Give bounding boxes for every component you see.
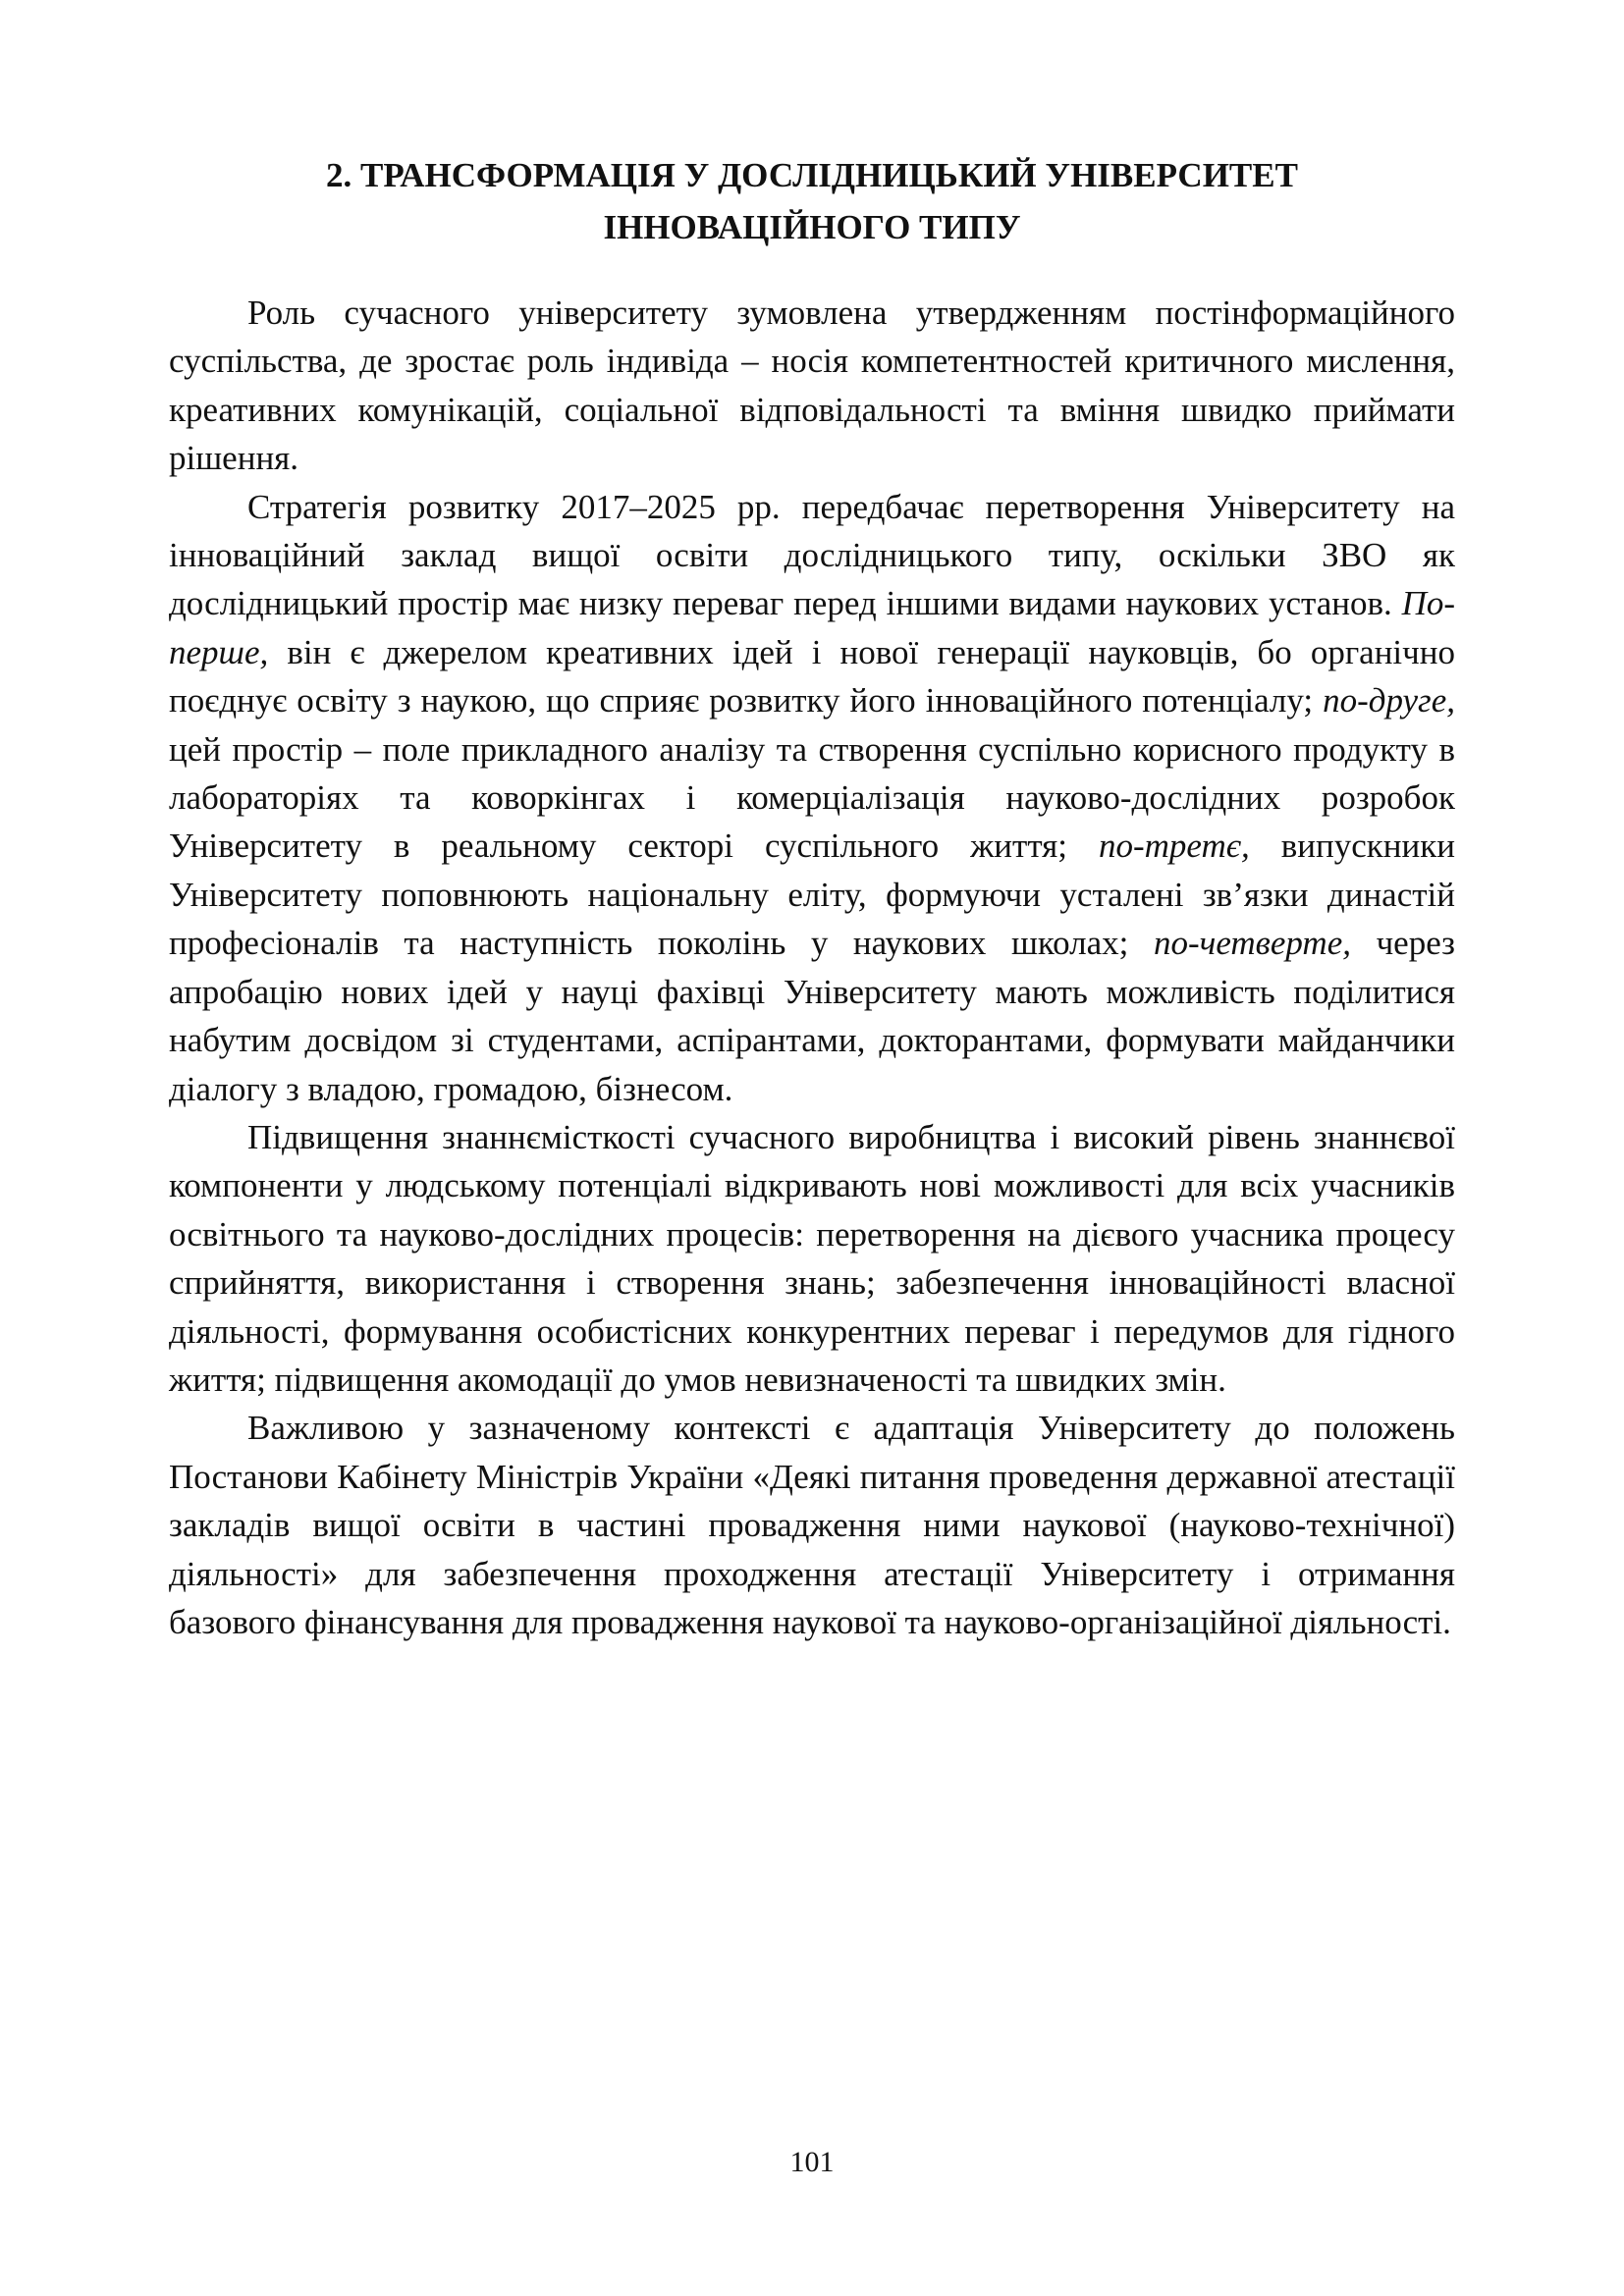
paragraph-2-intro: Стратегія розвитку 2017–2025 рр. передбачає перетворення Університету на інноваційний заклад вищої освіти дослідницького типу, оскільки ЗВО як дослідницький простір має низку переваг перед іншими видами наукових установ. <box>169 487 1455 623</box>
fourth-point-text: через апробацію нових ідей у науці фахівці Університету мають можливість поділитися набутим досвідом зі студентами, аспірантами, докторантами, формувати майданчики діалогу з владою, громадою, бізнесом. <box>169 924 1455 1108</box>
section-heading-line-1: 2. ТРАНСФОРМАЦІЯ У ДОСЛІДНИЦЬКИЙ УНІВЕРСИТЕТ <box>326 156 1298 194</box>
body-text <box>169 289 1455 1646</box>
section-heading-line-2: ІННОВАЦІЙНОГО ТИПУ <box>603 208 1021 246</box>
paragraph-4: Важливою у зазначеному контексті є адаптація Університету до положень Постанови Кабінету Міністрів України «Деякі питання проведення державної атестації закладів вищої освіти в частині провадження ними наукової (науково-технічної) діяльності» для забезпечення проходження атестації Університету і отримання базового фінансування для провадження наукової та науково-організаційної діяльності. <box>169 1409 1455 1641</box>
third-point-text: випускники Університету поповнюють національну еліту, формуючи усталені зв’язки династій професіоналів та наступність поколінь у наукових школах; <box>169 827 1455 963</box>
paragraph-3: Підвищення знаннємісткості сучасного виробництва і високий рівень знаннєвої компоненти у людському потенціалі відкривають нові можливості для всіх учасників освітнього та науково-дослідних процесів: перетворення на дієвого учасника процесу сприйняття, використання і створення знань; забезпечення інноваційності власної діяльності, формування особистісних конкурентних переваг і передумов для гідного життя; підвищення акомодації до умов невизначеності та швидких змін. <box>169 1117 1455 1399</box>
page-number: 101 <box>789 2146 835 2178</box>
second-point-label: по-друге, <box>1323 681 1455 721</box>
section-heading <box>169 149 1455 253</box>
fourth-point-label: по-четверте, <box>1153 924 1351 963</box>
first-point-label: По-перше, <box>169 584 1456 671</box>
second-point-text: цей простір – поле прикладного аналізу та створення суспільно корисного продукту в лабораторіях та коворкінгах і комерціалізація науково-дослідних розробок Університету в реальному секторі суспільного життя; <box>169 729 1455 866</box>
paragraph-2 <box>169 483 1455 1113</box>
first-point-text: він є джерелом креативних ідей і нової генерації науковців, бо органічно поєднує освіту з наукою, що сприяє розвитку його інноваційного потенціалу; <box>169 632 1455 721</box>
paragraph-1: Роль сучасного університету зумовлена утвердженням постінформаційного суспільства, де зростає роль індивіда – носія компетентностей критичного мислення, креативних комунікацій, соціальної відповідальності та вміння швидко приймати рішення. <box>169 294 1455 478</box>
third-point-label: по-третє, <box>1098 827 1250 866</box>
